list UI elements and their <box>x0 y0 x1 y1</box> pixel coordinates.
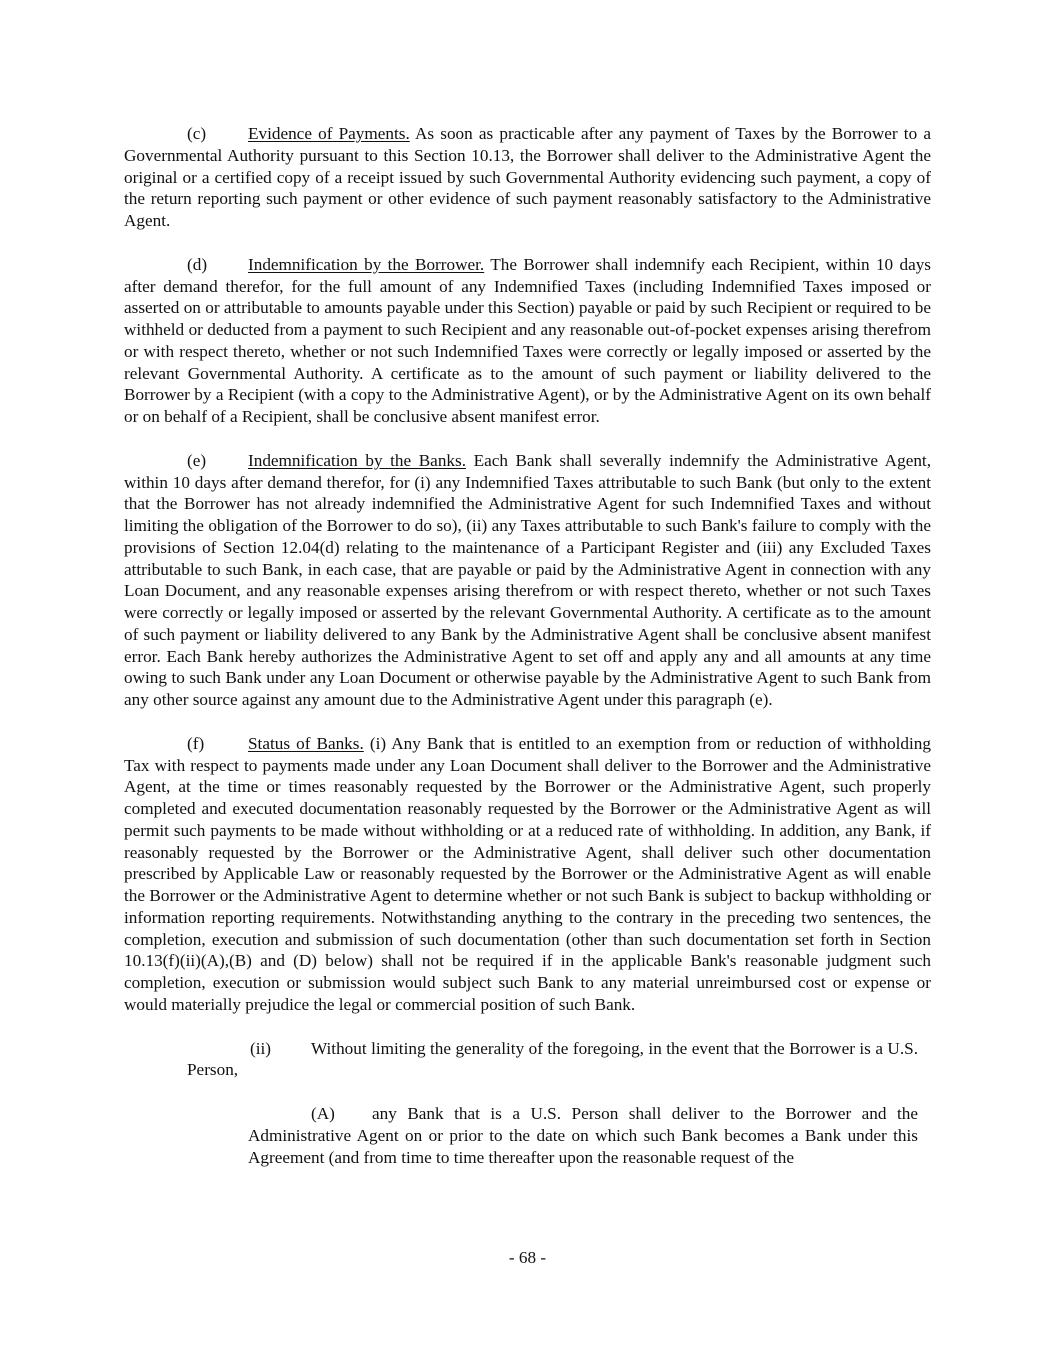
paragraph-e: (e) Indemnification by the Banks. Each Bank shall severally indemnify the Administrative Agent, within 10 days after demand therefor, for (i) any Indemnified Taxes attributable to such Bank (but only to the extent that the Borrower has not already indemnified the Administrative Agent for such Indemnified Taxes and without limiting the obligation of the Borrower to do so), (ii) any Taxes attributable to such Bank's failure to comply with the provisions of Section 12.04(d) relating to the maintenance of a Participant Register and (iii) any Excluded Taxes attributable to such Bank, in each case, that are payable or paid by the Administrative Agent in connection with any Loan Document, and any reasonable expenses arising therefrom or with respect thereto, whether or not such Taxes were correctly or legally imposed or asserted by the relevant Governmental Authority. A certificate as to the amount of such payment or liability delivered to any Bank by the Administrative Agent shall be conclusive absent manifest error. Each Bank hereby authorizes the Administrative Agent to set off and apply any and all amounts at any time owing to such Bank under any Loan Document or otherwise payable by the Administrative Agent to such Bank from any other source against any amount due to the Administrative Agent under this paragraph (e). <box>124 450 931 709</box>
paragraph-f: (f) Status of Banks. (i) Any Bank that is entitled to an exemption from or reduction of withholding Tax with respect to payments made under any Loan Document shall deliver to the Borrower and the Administrative Agent, at the time or times reasonably requested by the Borrower or the Administrative Agent, such properly completed and executed documentation reasonably requested by the Borrower or the Administrative Agent as will permit such payments to be made without withholding or at a reduced rate of withholding. In addition, any Bank, if reasonably requested by the Borrower or the Administrative Agent, shall deliver such other documentation prescribed by Applicable Law or reasonably requested by the Borrower or the Administrative Agent as will enable the Borrower or the Administrative Agent to determine whether or not such Bank is subject to backup withholding or information reporting requirements. Notwithstanding anything to the contrary in the preceding two sentences, the completion, execution and submission of such documentation (other than such documentation set forth in Section 10.13(f)(ii)(A),(B) and (D) below) shall not be required if in the applicable Bank's reasonable judgment such completion, execution or submission would subject such Bank to any material unreimbursed cost or expense or would materially prejudice the legal or commercial position of such Bank. <box>124 733 931 1014</box>
paragraph-d: (d) Indemnification by the Borrower. The Borrower shall indemnify each Recipient, within 10 days after demand therefor, for the full amount of any Indemnified Taxes (including Indemnified Taxes imposed or asserted on or attributable to amounts payable under this Section) payable or paid by such Recipient or required to be withheld or deducted from a payment to such Recipient and any reasonable out-of-pocket expenses arising therefrom or with respect thereto, whether or not such Indemnified Taxes were correctly or legally imposed or asserted by the relevant Governmental Authority. A certificate as to the amount of such payment or liability delivered to the Borrower by a Recipient (with a copy to the Administrative Agent), or by the Administrative Agent on its own behalf or on behalf of a Recipient, shall be conclusive absent manifest error. <box>124 254 931 426</box>
paragraph-f-ii-A: (A) any Bank that is a U.S. Person shall deliver to the Borrower and the Administrative Agent on or prior to the date on which such Bank becomes a Bank under this Agreement (and from time to time thereafter upon the reasonable request of the <box>248 1104 918 1167</box>
heading-e: Indemnification by the Banks. <box>248 450 466 470</box>
heading-d: Indemnification by the Borrower. <box>248 254 485 274</box>
document-page <box>124 123 931 1190</box>
heading-f: Status of Banks. <box>248 733 364 753</box>
paragraph-c: (c) Evidence of Payments. As soon as practicable after any payment of Taxes by the Borrower to a Governmental Authority pursuant to this Section 10.13, the Borrower shall deliver to the Administrative Agent the original or a certified copy of a receipt issued by such Governmental Authority evidencing such payment, a copy of the return reporting such payment or other evidence of such payment reasonably satisfactory to the Administrative Agent. <box>124 124 931 230</box>
paragraph-f-ii: (ii) Without limiting the generality of the foregoing, in the event that the Borrower is a U.S. Person, <box>187 1038 918 1080</box>
heading-c: Evidence of Payments. <box>248 124 410 143</box>
page-number: - 68 - <box>508 1248 547 1267</box>
